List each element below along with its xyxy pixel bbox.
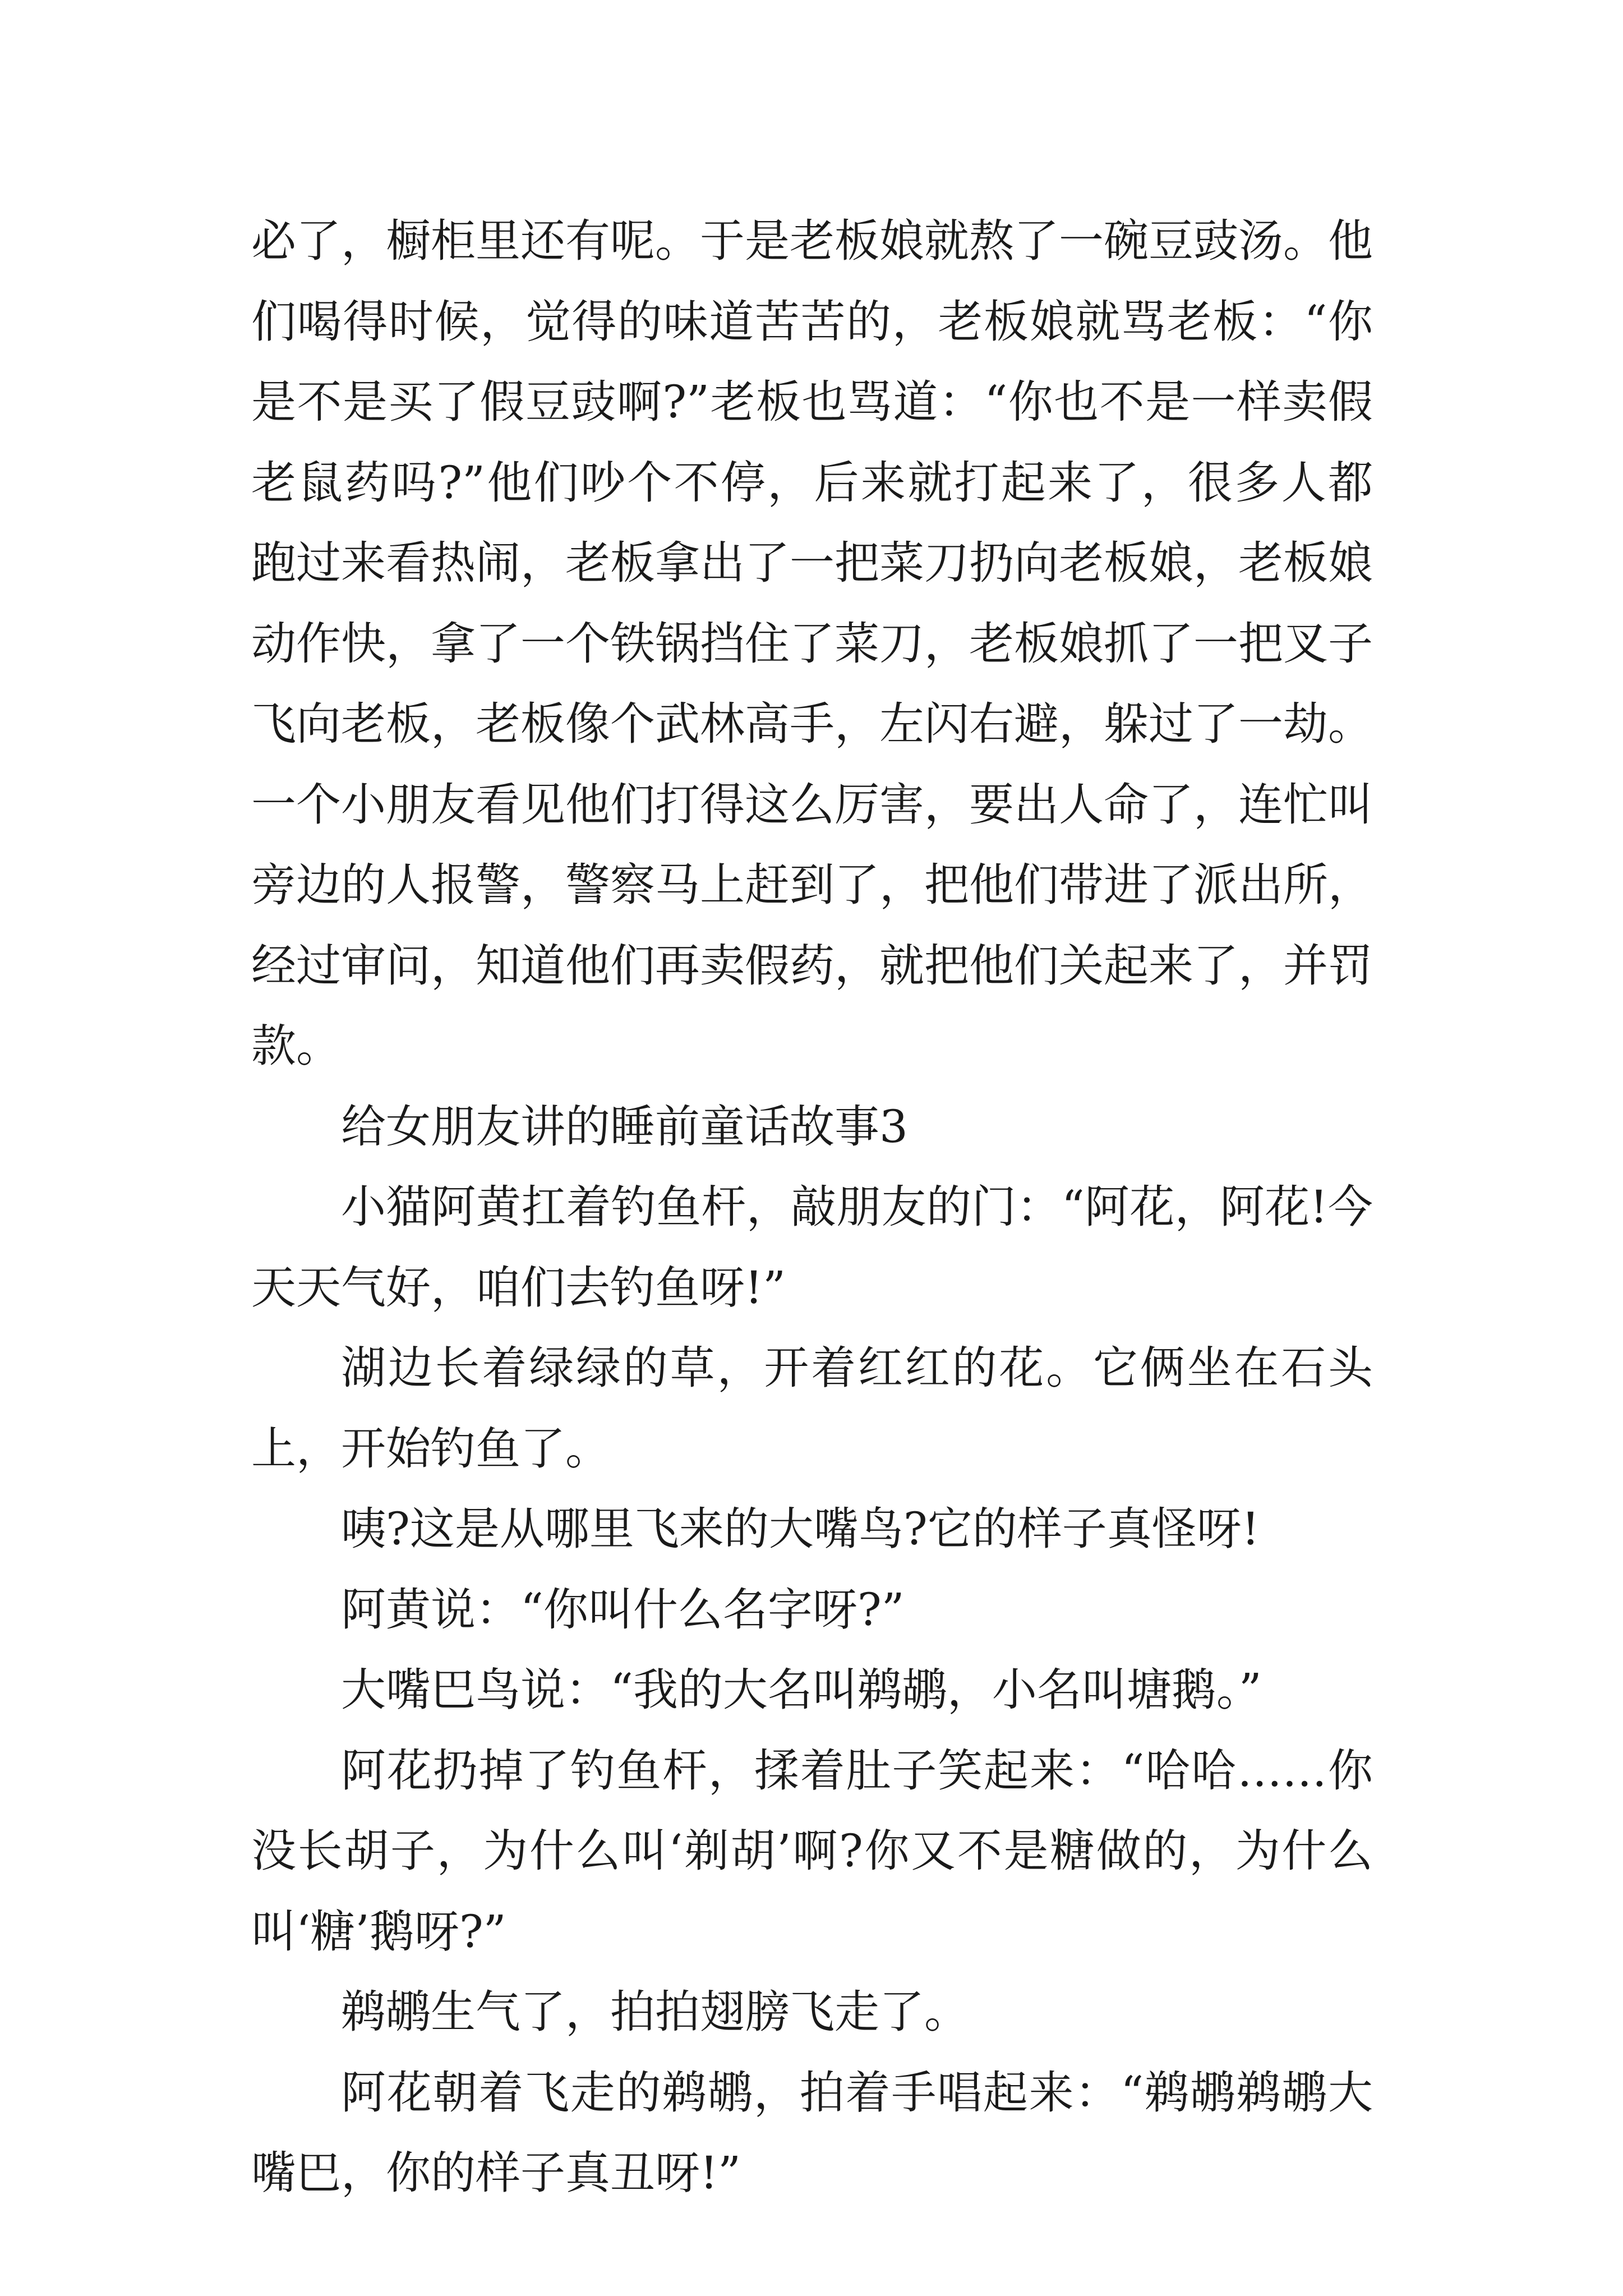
- paragraph: 大嘴巴鸟说：“我的大名叫鹈鹕，小名叫塘鹅。”: [341, 1664, 1262, 1716]
- paragraph: 咦?这是从哪里飞来的大嘴鸟?它的样子真怪呀!: [341, 1503, 1260, 1555]
- paragraph: 必了，橱柜里还有呢。于是老板娘就熬了一碗豆豉汤。他们喝得时候，觉得的味道苦苦的，老板娘就骂老板：“你是不是买了假豆豉啊?”老板也骂道：“你也不是一样卖假老鼠药吗?”他们吵个不停，后来就打起来了，很多人都跑过来看热闹，老板拿出了一把菜刀扔向老板娘，老板娘动作快，拿了一个铁锅挡住了菜刀，老板娘抓了一把叉子飞向老板，老板像个武林高手，左闪右避，躲过了一劫。一个小朋友看见他们打得这么厉害，要出人命了，连忙叫旁边的人报警，警察马上赶到了，把他们带进了派出所，经过审问，知道他们再卖假药，就把他们关起来了，并罚款。: [251, 215, 1373, 1072]
- paragraph: 阿黄说：“你叫什么名字呀?”: [341, 1583, 905, 1636]
- document-body: [251, 201, 1373, 2214]
- paragraph: 小猫阿黄扛着钓鱼杆，敲朋友的门：“阿花，阿花!今天天气好，咱们去钓鱼呀!”: [251, 1181, 1373, 1314]
- paragraph: 阿花扔掉了钓鱼杆，揉着肚子笑起来：“哈哈……你没长胡子，为什么叫‘剃胡’啊?你又不是糖做的，为什么叫‘糖’鹅呀?”: [251, 1744, 1373, 1958]
- paragraph: 阿花朝着飞走的鹈鹕，拍着手唱起来：“鹈鹕鹈鹕大嘴巴，你的样子真丑呀!”: [251, 2066, 1373, 2199]
- paragraph: 鹈鹕生气了，拍拍翅膀飞走了。: [341, 1986, 969, 2038]
- story-title: 给女朋友讲的睡前童话故事3: [341, 1100, 908, 1153]
- paragraph: 湖边长着绿绿的草，开着红红的花。它俩坐在石头上，开始钓鱼了。: [251, 1342, 1373, 1475]
